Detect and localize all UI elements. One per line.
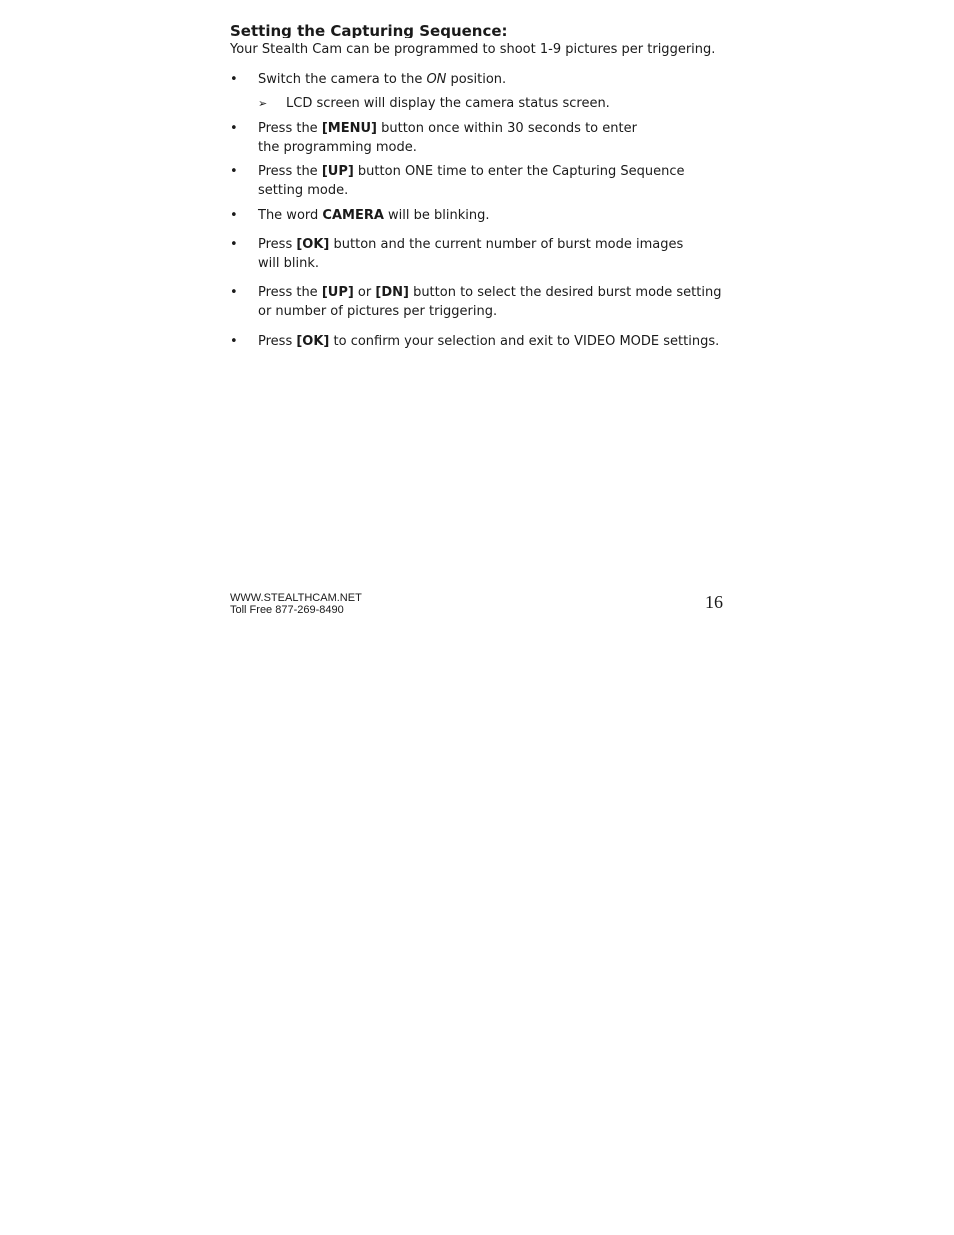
list-item-text: Press [OK] to confirm your selection and exit to VIDEO MODE settings.: [258, 334, 720, 349]
list-item-text: Press the [UP] or [DN] button to select the desired burst mode setting or number of pictures per triggering.: [258, 285, 722, 319]
arrow-bullet-icon: ➢: [258, 97, 268, 110]
intro-text: Your Stealth Cam can be programmed to shoot 1-9 pictures per triggering.: [230, 42, 716, 57]
list-item-text: Press [OK] button and the current number of burst mode images will blink.: [258, 237, 684, 271]
bullet-icon: •: [230, 164, 238, 179]
bullet-icon: •: [230, 208, 238, 223]
footer-phone: Toll Free 877-269-8490: [230, 604, 344, 616]
list-item-text: Switch the camera to the ON position.: [258, 72, 507, 87]
sub-list-item-text: LCD screen will display the camera status screen.: [286, 96, 610, 111]
footer-website: WWW.STEALTHCAM.NET: [230, 592, 362, 604]
list-item-text: Press the [UP] button ONE time to enter the Capturing Sequence setting mode.: [258, 164, 685, 198]
bullet-icon: •: [230, 121, 238, 136]
page-number: 16: [705, 592, 723, 612]
list-item-text: The word CAMERA will be blinking.: [258, 208, 490, 223]
list-item-text: Press the [MENU] button once within 30 seconds to enter the programming mode.: [258, 121, 637, 155]
bullet-icon: •: [230, 285, 238, 300]
bullet-icon: •: [230, 72, 238, 87]
section-heading: Setting the Capturing Sequence:: [230, 22, 508, 38]
bullet-icon: •: [230, 334, 238, 349]
bullet-icon: •: [230, 237, 238, 252]
